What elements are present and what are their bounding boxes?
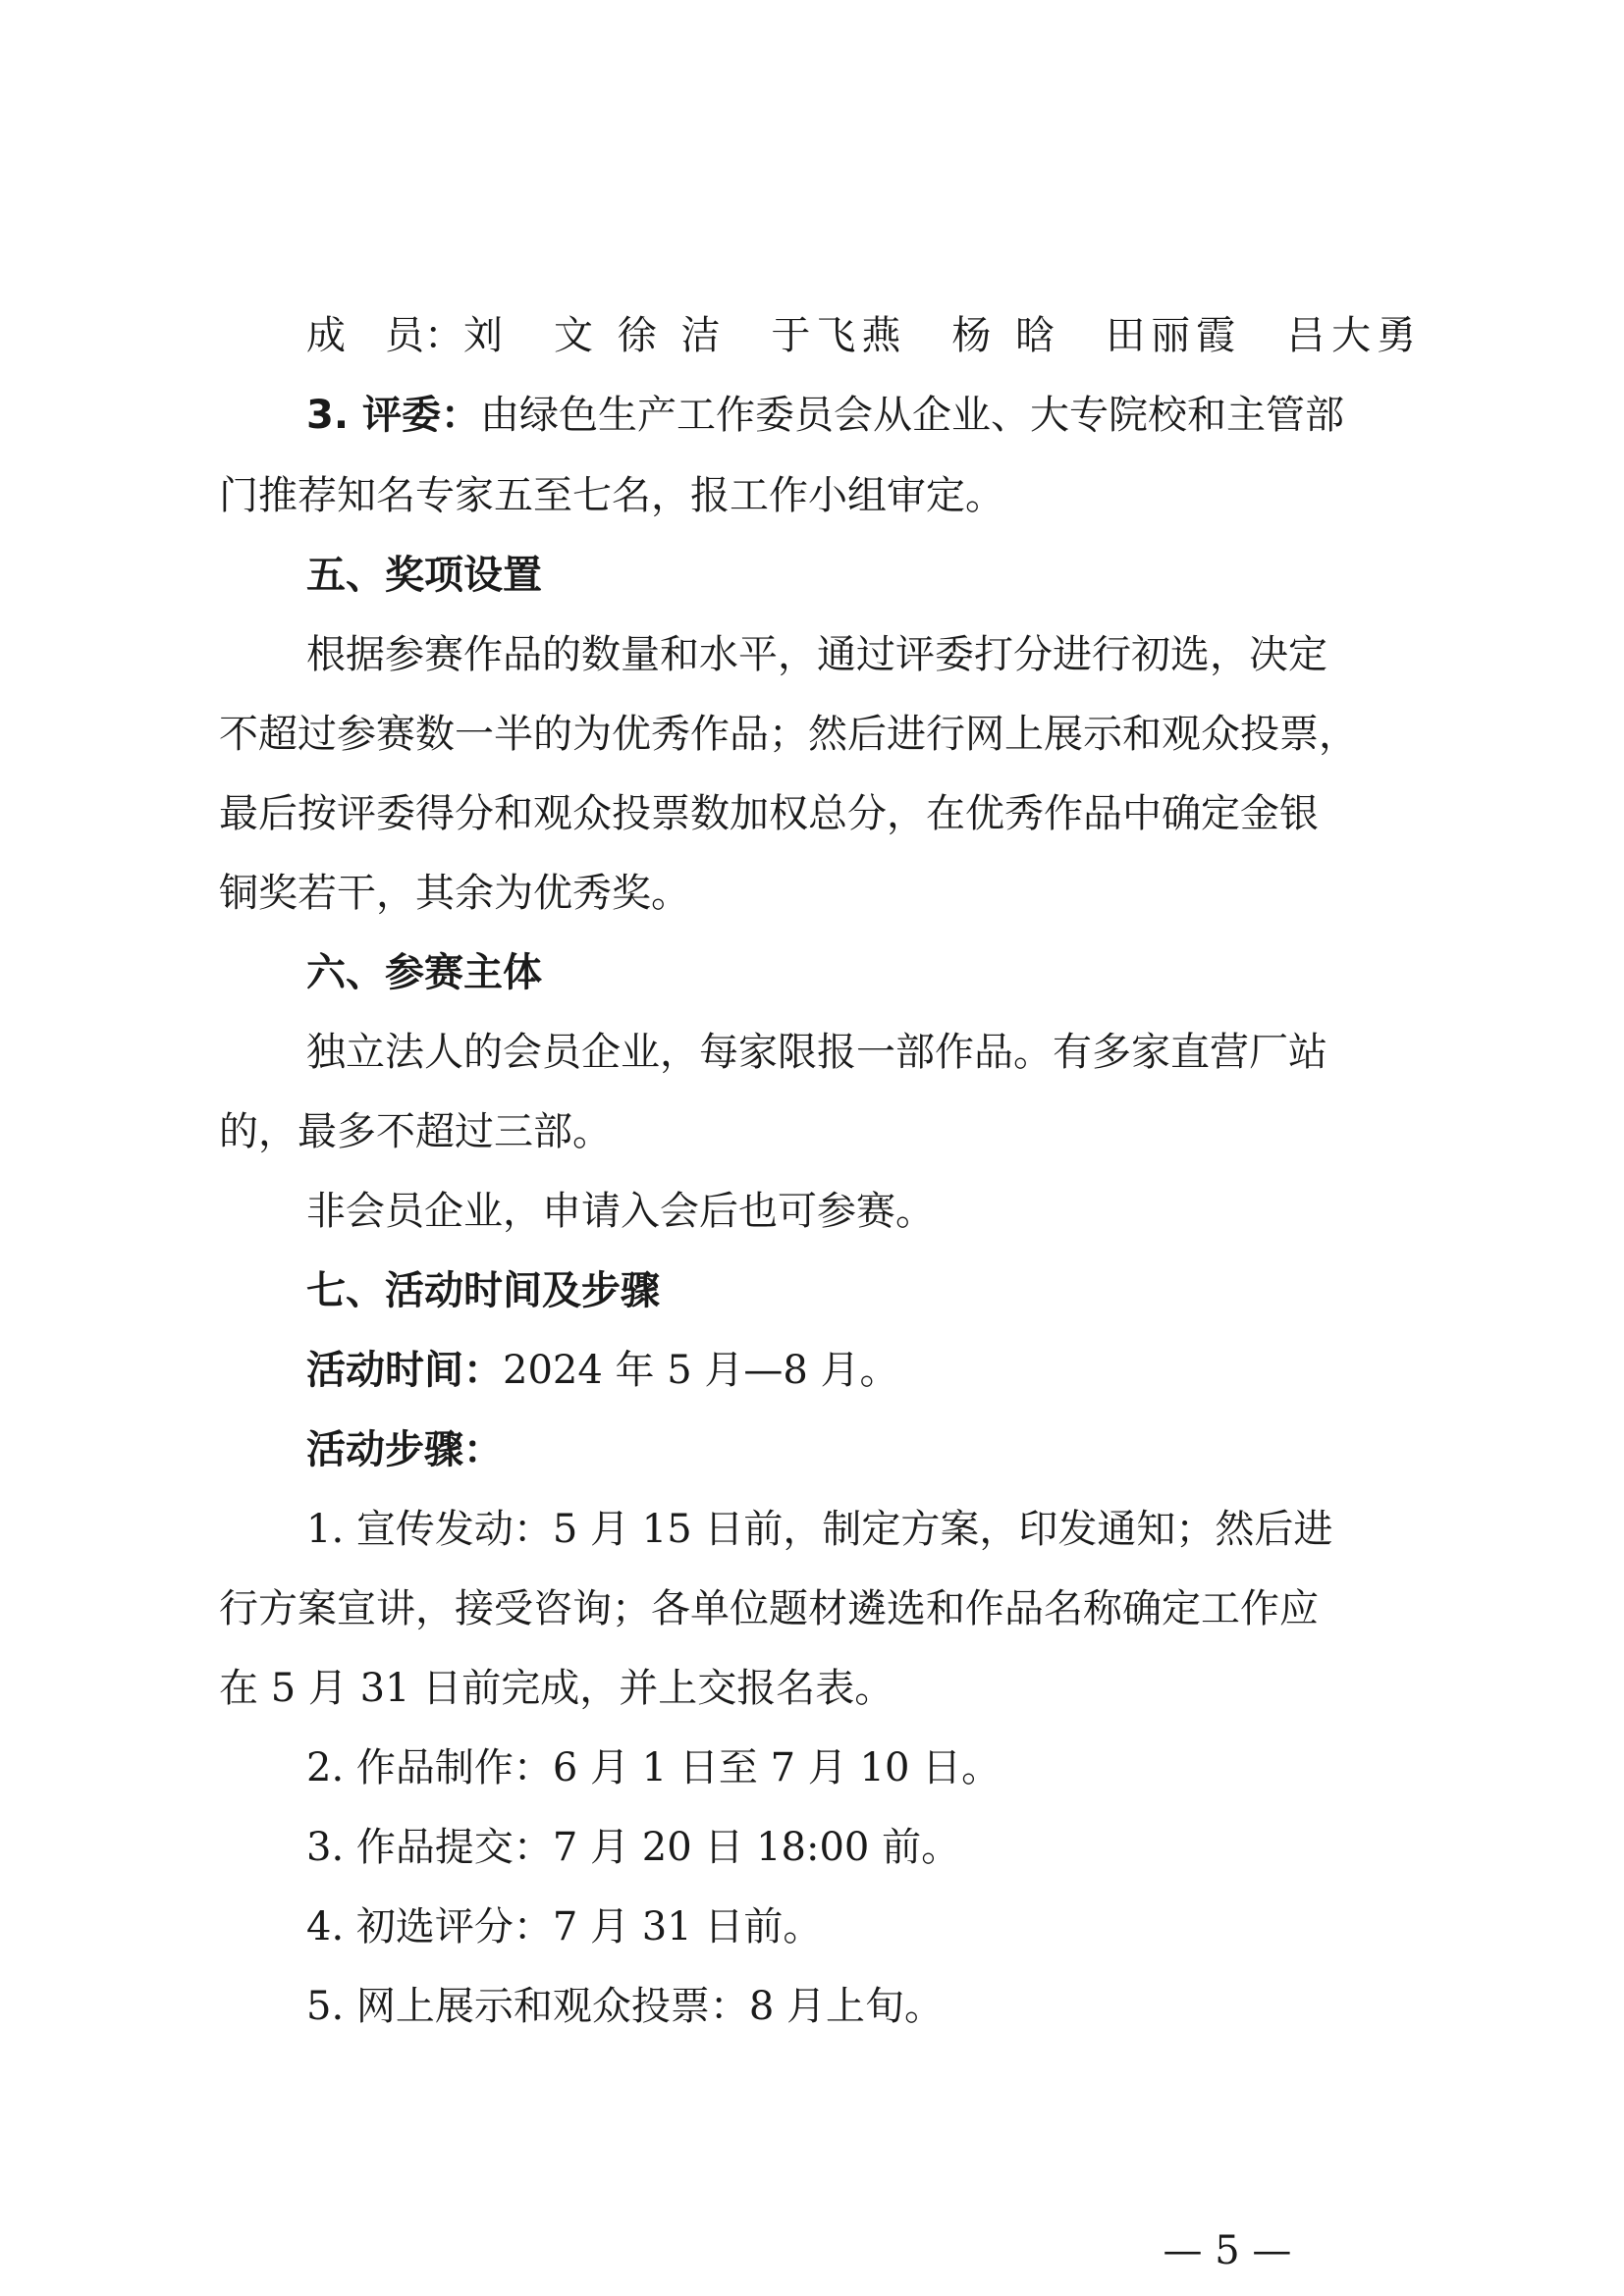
members-names: 刘 文 徐 洁 于飞燕 杨 晗 田丽霞 吕大勇 xyxy=(463,313,1423,358)
section-7-title: 七、活动时间及步骤 xyxy=(306,1268,660,1313)
step-1-line-1: 1. 宣传发动：5 月 15 日前，制定方案，印发通知；然后进 xyxy=(306,1507,1333,1552)
step-1-line-2: 行方案宣讲，接受咨询；各单位题材遴选和作品名称确定工作应 xyxy=(219,1586,1319,1631)
section-6-line-1: 独立法人的会员企业，每家限报一部作品。有多家直营厂站 xyxy=(306,1030,1327,1075)
step-1-line-3: 在 5 月 31 日前完成，并上交报名表。 xyxy=(219,1666,894,1711)
members-label: 成 员： xyxy=(306,313,463,358)
section-5-line-1: 根据参赛作品的数量和水平，通过评委打分进行初选，决定 xyxy=(306,632,1327,677)
activity-steps-label: 活动步骤： xyxy=(306,1427,503,1472)
section-6-line-3: 非会员企业，申请入会后也可参赛。 xyxy=(306,1189,935,1234)
activity-time-value: 2024 年 5 月—8 月。 xyxy=(503,1348,899,1393)
activity-time-label: 活动时间： xyxy=(306,1348,503,1393)
activity-time-line xyxy=(306,1346,1455,1395)
judges-line-2: 门推荐知名专家五至七名，报工作小组审定。 xyxy=(219,473,1004,518)
step-3-line: 3. 作品提交：7 月 20 日 18:00 前。 xyxy=(306,1825,961,1870)
judges-label: 3. 评委： xyxy=(306,393,480,438)
step-5-line: 5. 网上展示和观众投票：8 月上旬。 xyxy=(306,1984,945,2029)
section-6-title: 六、参赛主体 xyxy=(306,950,542,995)
page-number: — 5 — xyxy=(1163,2228,1292,2273)
section-5-line-3: 最后按评委得分和观众投票数加权总分，在优秀作品中确定金银 xyxy=(219,791,1319,836)
step-4-line: 4. 初选评分：7 月 31 日前。 xyxy=(306,1904,823,1949)
section-5-line-4: 铜奖若干，其余为优秀奖。 xyxy=(219,871,690,916)
members-line xyxy=(306,311,1455,360)
judges-text-1: 由绿色生产工作委员会从企业、大专院校和主管部 xyxy=(479,393,1344,438)
step-2-line: 2. 作品制作：6 月 1 日至 7 月 10 日。 xyxy=(306,1745,1001,1790)
judges-line-1 xyxy=(306,391,1455,440)
section-5-line-2: 不超过参赛数一半的为优秀作品；然后进行网上展示和观众投票， xyxy=(219,712,1358,757)
section-5-title: 五、奖项设置 xyxy=(306,553,542,598)
section-6-line-2: 的，最多不超过三部。 xyxy=(219,1109,612,1154)
